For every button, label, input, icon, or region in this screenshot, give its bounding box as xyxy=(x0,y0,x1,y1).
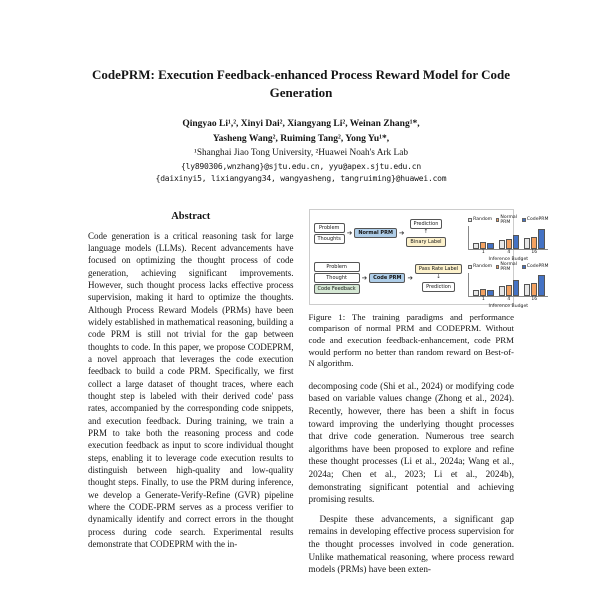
legend-swatch xyxy=(496,218,499,222)
chart-legend xyxy=(468,215,548,225)
bar xyxy=(506,285,512,296)
body-paragraph-2: Despite these advancements, a significant gap remains in developing effective process supervision for the thought processes involved in code generation. Unlike mathematical reasoning, where process reward models (PRMs) have been exten- xyxy=(308,513,514,575)
legend-item: Normal PRM xyxy=(496,215,518,225)
legend-swatch xyxy=(468,218,472,222)
bar-category-label: 4 xyxy=(507,297,511,303)
bar xyxy=(473,290,479,296)
arrow-right-icon: ➔ xyxy=(346,228,353,237)
bar xyxy=(473,243,479,249)
normal-prm-inputs xyxy=(314,223,345,244)
paper-title: CodePRM: Execution Feedback-enhanced Process Reward Model for Code Generation xyxy=(92,67,510,101)
bar-group xyxy=(499,227,519,256)
chart-xlabel: Inference Budget xyxy=(488,303,529,309)
bar xyxy=(506,239,512,249)
abstract-heading: Abstract xyxy=(171,210,211,222)
bar xyxy=(538,275,544,296)
bar xyxy=(524,238,530,249)
bar-category-label: 16 xyxy=(531,250,538,256)
prediction-box: Prediction xyxy=(422,282,455,292)
bar-chart-top xyxy=(468,215,548,262)
figure-caption: Figure 1: The training paradigms and performance comparison of normal PRM and CODEPRM. Without code and execution feedback-enhancement, code PRM would perform no better than random reward on Best-of-N algorithm. xyxy=(308,311,514,369)
left-column xyxy=(88,209,294,583)
abstract-text: Code generation is a critical reasoning task for large language models (LLMs). Recent advancements have focused on optimizing the thought process of code generation, achieving significant improvements. However, such thought process lacks effective process supervision, making it hard to optimize the thoughts. Although Process Reward Models (PRMs) have been widely established in mathematical reasoning, building a code PRM is still not trivial for the gap between thoughts to code. In this paper, we propose CODEPRM, a novel approach that leverages the code execution feedback to build a code PRM. Specifically, we first collect a large dataset of thought traces, where each thought step is labeled with their derived code' pass rates, accompanied by the corresponding code snippets, and execution feedback. During training, we train a PRM to take both the reasoning process and code execution feedback as input to score individual thought steps, enabling it to leverage code execution results to distinguish between high-quality and low-quality thought steps. Finally, to use the PRM during inference, we develop a Generate-Verify-Refine (GVR) pipeline where the CODE-PRM serves as a process verifier to dynamically identify and correct errors in the thought process during code search. Experimental results demonstrate that CODEPRM with the in- xyxy=(88,230,294,550)
figure-1-graphic xyxy=(309,209,549,309)
bar xyxy=(513,235,519,249)
bar xyxy=(531,237,537,249)
authors-line-2: Yasheng Wang², Ruiming Tang², Yong Yu¹*, xyxy=(212,133,390,144)
problem-box: Problem xyxy=(314,223,345,233)
email-line-2: {daixinyi5, lixiangyang34, wangyasheng, tangruiming}@huawei.com xyxy=(155,173,447,183)
affiliations: ¹Shanghai Jiao Tong University, ²Huawei Noah's Ark Lab xyxy=(194,147,408,158)
legend-swatch xyxy=(468,265,472,269)
bar-group xyxy=(473,227,493,256)
bar xyxy=(480,242,486,249)
bar xyxy=(531,283,537,296)
pass-rate-label-box: Pass Rate Label xyxy=(415,264,462,274)
bar-group xyxy=(499,274,519,303)
normal-prm-box: Normal PRM xyxy=(354,228,397,238)
paper-header xyxy=(88,66,514,185)
bar xyxy=(480,289,486,296)
thought-box: Thought xyxy=(314,273,360,283)
authors-line-1: Qingyao Li¹,², Xinyi Dai², Xiangyang Li², Weinan Zhang¹*, xyxy=(182,119,420,130)
chart-plot xyxy=(468,273,548,303)
legend-item: Normal PRM xyxy=(496,262,518,272)
bar-group xyxy=(524,274,544,303)
arrow-right-icon: ➔ xyxy=(361,273,368,282)
two-column-layout xyxy=(88,209,549,583)
right-column xyxy=(308,209,549,583)
bar xyxy=(499,240,505,249)
email-line-1: {ly890306,wnzhang}@sjtu.edu.cn, yyu@apex.sjtu.edu.cn xyxy=(180,161,422,171)
authors-block xyxy=(88,117,514,184)
bar-category-label: 16 xyxy=(531,297,538,303)
arrow-up-icon: ↑ xyxy=(423,229,429,236)
figure-1 xyxy=(308,209,549,370)
bar-category-label: 1 xyxy=(481,297,485,303)
performance-charts xyxy=(468,214,549,309)
legend-item: CodePRM xyxy=(522,215,549,225)
body-paragraph-1: decomposing code (Shi et al., 2024) or modifying code based on variable values change (Zhong et al., 2024). Recently, however, there has been a shift in focus toward improving the underlying thought processes that drive code generation. Numerous tree search algorithms have been proposed to explore and refine these thought processes (Li et al., 2024a; Wang et al., 2024a; Chen et al., 2023; Li et al., 2024b), demonstrating significant potential and achieving promising results. xyxy=(308,380,514,505)
bar xyxy=(487,290,493,296)
bar xyxy=(487,243,493,249)
binary-label-box: Binary Label xyxy=(406,237,445,247)
bar xyxy=(513,280,519,295)
legend-item: CodePRM xyxy=(522,262,549,272)
legend-swatch xyxy=(522,265,526,269)
bar-group xyxy=(473,274,493,303)
chart-plot xyxy=(468,226,548,256)
training-paradigm-diagram xyxy=(314,214,463,300)
arrow-right-icon: ➔ xyxy=(407,273,413,282)
legend-swatch xyxy=(522,218,526,222)
code-prm-flow xyxy=(314,262,463,294)
thoughts-box: Thoughts xyxy=(314,234,345,244)
bar-chart-bottom xyxy=(468,262,548,309)
code-feedback-box: Code Feedback xyxy=(314,284,360,294)
chart-xlabel: Inference Budget xyxy=(488,256,529,262)
bar xyxy=(524,284,530,296)
bar xyxy=(538,229,544,249)
legend-swatch xyxy=(496,265,499,269)
normal-prm-flow xyxy=(314,219,463,247)
code-prm-inputs xyxy=(314,262,360,294)
arrow-right-icon: ➔ xyxy=(398,228,405,237)
code-prm-output xyxy=(415,264,462,292)
normal-prm-output xyxy=(406,219,445,247)
bar-group xyxy=(524,227,544,256)
prediction-box: Prediction xyxy=(410,219,443,229)
bar xyxy=(499,286,505,296)
legend-item: Random xyxy=(468,262,492,272)
bar-category-label: 4 xyxy=(507,250,511,256)
problem-box: Problem xyxy=(314,262,360,272)
code-prm-box: Code PRM xyxy=(369,273,405,283)
legend-item: Random xyxy=(468,215,492,225)
arrow-down-icon: ↓ xyxy=(436,274,441,281)
chart-legend xyxy=(468,262,548,272)
bar-category-label: 1 xyxy=(481,250,485,256)
